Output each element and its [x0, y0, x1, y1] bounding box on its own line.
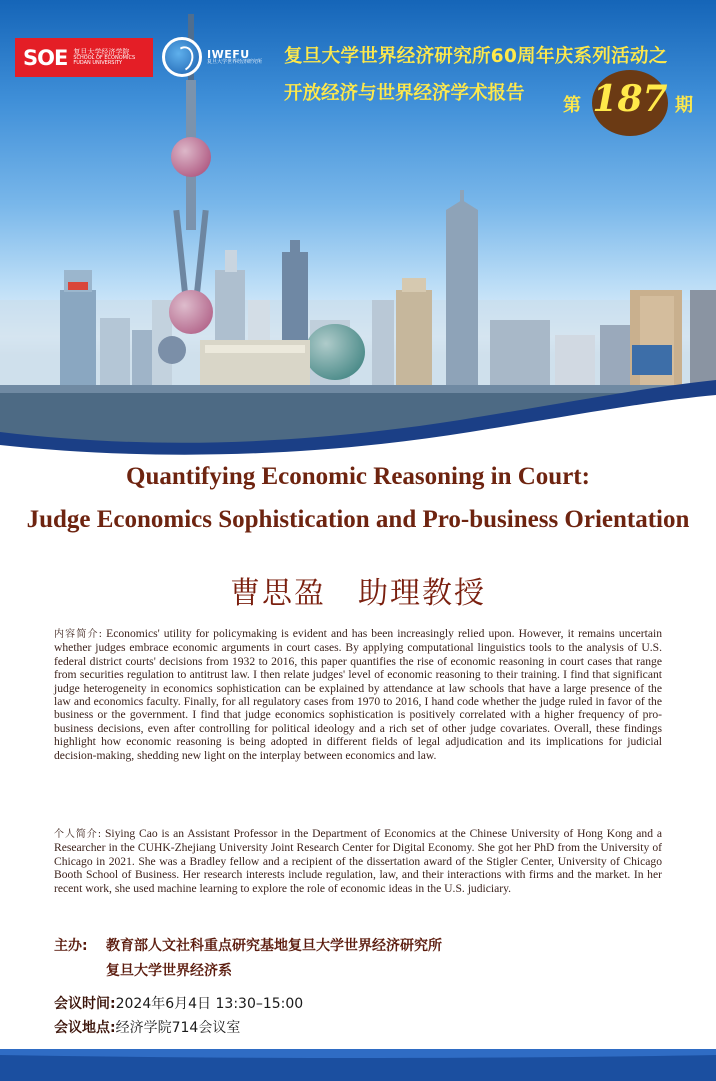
meeting-time-label: 会议时间: [54, 996, 116, 1012]
soe-name-en: SCHOOL OF ECONOMICS FUDAN UNIVERSITY [73, 54, 136, 67]
abstract-paragraph [54, 627, 662, 762]
hero-banner [0, 0, 716, 455]
issue-suffix: 期 [675, 95, 693, 116]
meeting-time-value: 2024年6月4日 13:30–15:00 [115, 996, 304, 1012]
talk-title-line2: Judge Economics Sophistication and Pro-business Orientation [26, 506, 690, 533]
meeting-place-value: 经济学院714会议室 [115, 1020, 241, 1036]
meeting-time [54, 993, 303, 1013]
issue-number: 187 [592, 78, 668, 120]
soe-logo [15, 38, 153, 77]
issue-prefix: 第 [563, 95, 581, 116]
iwefu-sub: 复旦大学世界经济研究所 [207, 59, 263, 66]
bio-label: 个人简介: [54, 829, 102, 840]
soe-text [73, 49, 153, 67]
series-title-line2: 开放经济与世界经济学术报告 [284, 83, 525, 104]
iwefu-name: IWEFU [207, 47, 250, 61]
soe-name-cn: 复旦大学经济学院 [73, 47, 130, 56]
meeting-place [54, 1017, 240, 1037]
soe-mark: SOE [23, 45, 68, 70]
iwefu-text [207, 49, 262, 66]
meeting-place-label: 会议地点: [54, 1020, 116, 1036]
iwefu-logo [162, 34, 262, 80]
bio-text: Siying Cao is an Assistant Professor in the Department of Economics at the Chinese University of Hong Kong and a Researcher in the CUHK-Zhejiang University Joint Research Center for Digital Economy. She got her PhD from the University of Chicago in 2021. She was a Bradley fellow and a recipient of the dissertation award of the Stigler Center, University of Chicago Booth School of Business. Her research interests include regulation, law, and their interactions with firms and the market. In her recent work, she used machine learning to explore the role of economic ideas in the U.S. judiciary. [54, 827, 663, 895]
speaker-name: 曹思盈 助理教授 [230, 576, 486, 611]
talk-title-line1: Quantifying Economic Reasoning in Court: [126, 463, 590, 490]
abstract-label: 内容简介: [54, 629, 103, 640]
organizer-line2: 复旦大学世界经济系 [106, 963, 232, 979]
footer-wave [0, 1049, 716, 1081]
organizer-label: 主办: [54, 938, 88, 954]
series-title-line1: 复旦大学世界经济研究所60周年庆系列活动之 [284, 46, 668, 67]
globe-icon [162, 37, 202, 77]
organizer-line1: 教育部人文社科重点研究基地复旦大学世界经济研究所 [106, 938, 442, 954]
bio-paragraph [54, 827, 662, 895]
abstract-text: Economics' utility for policymaking is evident and has been increasingly relied upon. However, it remains uncertain whether judges embrace economic arguments in court cases. By applying computational linguistics tools to the analysis of U.S. federal district courts' decisions from 1932 to 2016, this paper quantifies the rise of economic reasoning in court cases that range from securities regulation to antitrust law. I then relate judges' level of economic reasoning to their training. I find that significant judge heterogeneity in economics sophistication can be explained by attendance at law schools that have a large presence of the law and economics faculty. Finally, for all regulatory cases from 1970 to 2016, I hand code whether the judge ruled in favor of the business or the government. I find that judge economics sophistication is positively correlated with a higher frequency of pro-business decisions, even after controlling for political ideology and a rich set of other judge covariates. Overall, these findings highlight how economic reasoning is being adopted in different fields of legal adjudication and its implications for judicial decision-making, shedding new light on the interplay between economics and law. [54, 627, 663, 762]
